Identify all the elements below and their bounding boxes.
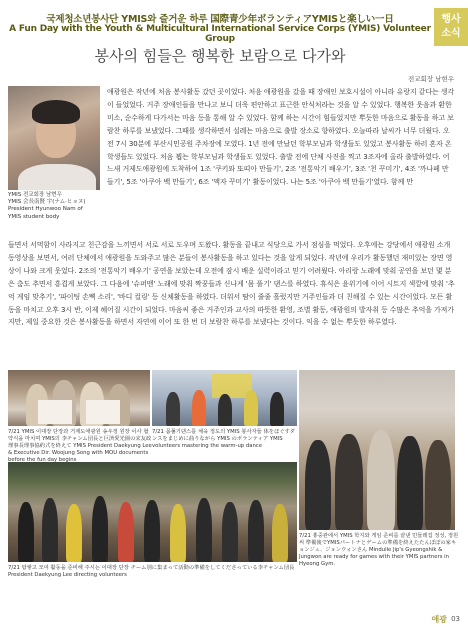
page-number: 03: [451, 615, 460, 623]
article-byline: 전교회장 남현우: [407, 75, 454, 83]
caption-photo-dance: 7/21 몸풀기댄스를 체육 정도의 YMIS 봉사자들 体をほぐすダンスをまじめに曲りながら YMIS のボランティア YMIS volunteers mastering the warm-up dance: [152, 429, 295, 449]
article-title: 봉사의 힘들은 행복한 보람으로 다가와: [94, 47, 346, 65]
portrait-caption-line-4: YMIS student body: [8, 213, 60, 220]
portrait-caption-line-1: YMIS 전교회장 남현우: [8, 192, 62, 198]
photo-team-gathering: [8, 462, 297, 562]
header-korean: 국제청소년봉사단 YMIS와 즐거운 하루 国際青少年ボランティアYMISと楽しい一日: [46, 14, 394, 25]
caption-photo-mou: 7/21 YMIS 이대장 단장과 거제도애광원 송우정 원장 이사 협약식을 마치며 YMIS의 李チャンム団長と巨済愛光園の宋友政理事長理事協約式を終えて YMIS President Daekyung Lee & Executive Dir. Woojung Song with MOU documents before the fun day begins: [8, 429, 152, 463]
photo-warmup-dance: [152, 370, 297, 426]
photo-mou-signing: [8, 370, 150, 426]
photo-game-ready: [299, 370, 455, 530]
section-tab: [434, 8, 468, 46]
footer-magazine-name: 애광: [431, 615, 447, 624]
article-paragraph-top: 애광원은 작년에 처음 봉사활동 갔던 곳이었다. 처음 애광원을 갔을 때 장애인 보호시설이 아니라 유랑지 같다는 생각이 들었었다. 거주 장애인들을 만나고 보니 더욱 편안하고 표근한 안식처라는 것을 알 수 있었다. 행복한 웃음과 환한 미소, 순수하게 다가서는 마음 등을 통해 알 수 있었다. 함께 하는 시간이 힘들었지만 뿌듯한 마음으로 활동을 하고 보람찬 하루를 보냈었다. 그때를 생각하면서 설레는 마음으로 출발 장소로 향하였다. 오늘따라 날씨가 너무 더웠다. 오전 7시 30분에 부산시민공원 주차장에 모였다. 1년 전에 만났던 학부모님과 학생들도 있었고 봉사활동 하러 혼자 온 학생들도 있었다. 처음 뵙는 학부모님과 학생들도 있었다. 출발 전에 단체 사진을 찍고 3조자에 올라 출발하였다. 어느새 거제도애광원에 도착하여 1조 '쿠키와 또띠아 만들기', 2조 '전통악기 배우기', 3조 '천 꾸미기', 4조 '까나페 만들기', 5조 '아쿠아 백 만들기', 6조 '액자 꾸미기' 활동이었다. 나는 5조 '아쿠아 백 만들기'였다. 함께 만: [107, 88, 455, 187]
portrait-caption-line-3: President Hyunwoo Nam of: [8, 206, 83, 213]
section-tab-line-2: 소식: [441, 28, 461, 39]
caption-photo-games: 7/21 홍중관에서 YMIS 학지와 게임 준비를 끝낸 민들레집 정성, 정원씨 準備後でYMISパートナとゲームの準備を終えたたんぽぽの家キョンジュ、ジョンウォンさん Mindulle Jip's Gyeongshik & Jungwon are ready for games with their YMIS partners in Hyeong Gym.: [299, 533, 459, 567]
section-tab-line-1: 행사: [441, 14, 461, 25]
caption-photo-gathering: 7/21 탑쌓고 모여 활동을 준비해 주시는 이대장 단장 チーム別に集まって活動の準備をしてくださっている李チャンム団長 President Daekyung Lee directing volunteers: [8, 565, 295, 578]
portrait-caption-line-2: YMIS 会長南賢 宇(ナム·ヒョヌ): [8, 199, 86, 206]
portrait-photo: [8, 86, 100, 190]
header-english: A Fun Day with the Youth & Multicultural International Service Corps (YMIS) Volunteer Group: [9, 24, 431, 44]
portrait-caption: [8, 192, 104, 221]
article-paragraph-bottom: 들면서 서먹함이 사라지고 친근감을 느끼면서 서로 서로 도우며 도왔다. 활동을 끝내고 식당으로 가서 점심을 먹었다. 오후에는 강당에서 애광원 소개 동영상을 보면서, 여러 단체에서 애광원을 도와주고 많은 분들이 봉사활동을 하고 있다는 것을 알게 되었다. 작년에 우리가 활동했던 재미있는 장면 영상이 나와 크게 웃었다. 2조의 '전통악기 배우기' 공연을 보았는데 오전에 잠시 배운 실력이라고 믿기 어려웠다. 아리랑 노래에 맞춰 공연을 보던 몇 분은 춤도 추면서 흥겹게 보았다. 그 다음에 '슈퍼맨' 노래에 맞춰 짝꿍들과 신나게 '몸 풀기' 댄스를 하였다. 휴식은 윤위기에 이어 시트지 색깔에 맞춰 '추억 게임 맞추기', '파이팅 손뼉 소리', '바디 컬링' 등 신체활동을 하였다. 더워서 땀이 줄줄 흘렀지만 거주인들과 더 친해질 수 있는 시간이었다. 모든 활동을 마치고 오후 3시 반, 이제 헤어질 시간이 되었다. 마음씨 좋은 거주인과 교사의 따뜻한 환영, 조별 활동, 애광원의 발자취 등 수많은 추억을 가져가지만, 제일 중요한 것은 봉사활동을 하면서 자연에 이어 또 한 번 더 보람찬 하루를 보냈다는 것이다. 익을 수 없는 뿌듯한 하루였다.: [8, 241, 455, 327]
